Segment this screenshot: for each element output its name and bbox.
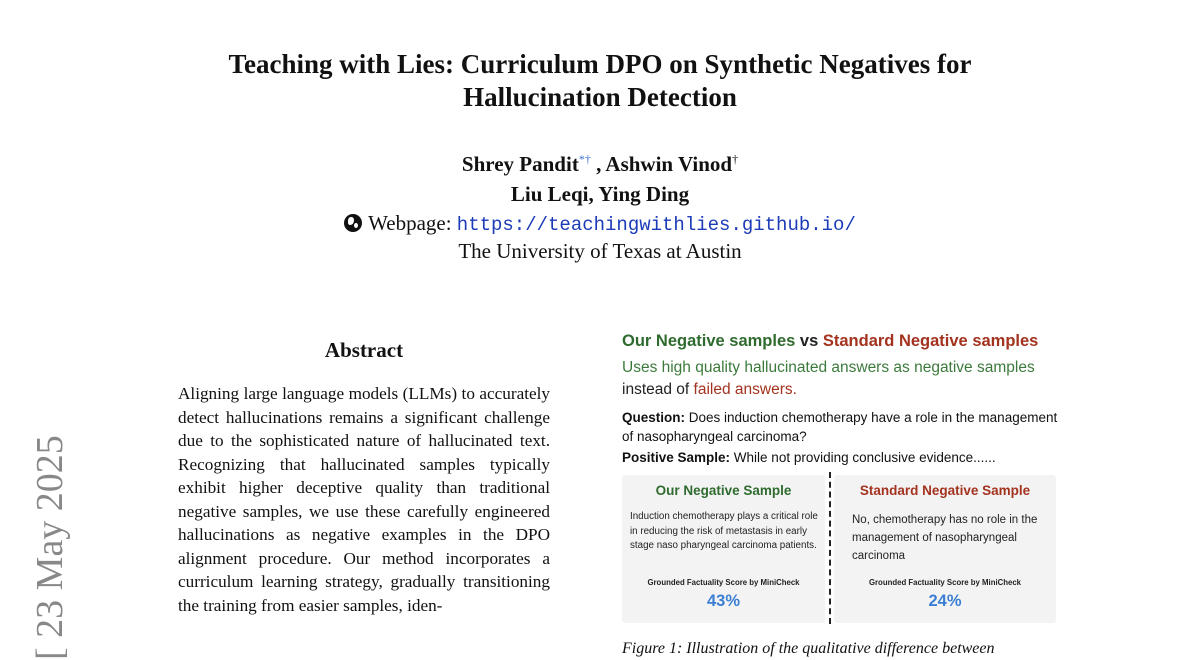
figure-subheading [622, 357, 1062, 401]
webpage-label: Webpage: [368, 211, 452, 235]
our-negative-panel [622, 475, 825, 623]
author-marks: † [732, 152, 739, 166]
standard-negative-panel [834, 475, 1056, 623]
author-name: Shrey Pandit [461, 152, 579, 176]
sub-instead: instead of [622, 381, 694, 398]
panel-text: Induction chemotherapy plays a critical role in reducing the risk of metastasis in early stage naso pharyngeal carcinoma patients. [630, 511, 818, 551]
score-label: Grounded Factuality Score by MiniCheck [868, 578, 1022, 587]
heading-standard: Standard Negative samples [822, 332, 1039, 350]
author-name: Liu Leqi [510, 182, 589, 206]
globe-icon [344, 214, 362, 232]
paper-title [0, 48, 1200, 114]
abstract-heading: Abstract [324, 338, 404, 362]
title-line-1: Teaching with Lies: Curriculum DPO on Synthetic Negatives for [228, 49, 972, 79]
affiliation: The University of Texas at Austin [458, 239, 742, 263]
author-marks: *† [578, 152, 591, 166]
positive-text: While not providing conclusive evidence...... [730, 450, 996, 465]
question-label: Question: [622, 410, 685, 425]
dashed-divider [829, 472, 831, 624]
score-value: 24% [928, 592, 962, 610]
author-line-2: Liu Leqi, Ying Ding [510, 182, 690, 206]
panel-text: No, chemotherapy has no role in the management of nasopharyngeal carcinoma [852, 514, 1038, 562]
figure-positive-sample [622, 448, 1062, 467]
sub-ours: Uses high quality hallucinated answers as negative samples [622, 359, 1035, 376]
sub-failed: failed answers. [693, 381, 797, 398]
question-text: Does induction chemotherapy have a role in the management of nasopharyngeal carcinoma? [622, 410, 1058, 444]
abstract-body: Aligning large language models (LLMs) to accurately detect hallucinations remains a significant challenge due to the sophisticated nature of hallucinated text. Recognizing that hallucinated samples typically exhibit higher deceptive quality than traditional negative samples, we use these carefully engineered hallucinations as negative examples in the DPO alignment procedure. Our method incorporates a curriculum learning strategy, gradually transitioning the training from easier samples, iden- [178, 384, 550, 615]
author-line-1: Shrey Pandit*† , Ashwin Vinod† [461, 152, 739, 176]
figure-1 [622, 332, 1072, 648]
score-value: 43% [706, 592, 741, 610]
figure-question [622, 408, 1062, 446]
positive-label: Positive Sample: [622, 450, 731, 465]
arxiv-stamp: [ 23 May 2025 [29, 435, 71, 660]
author-name: Ying Ding [598, 182, 690, 206]
author-name: Ashwin Vinod [605, 152, 733, 176]
figure-caption: Figure 1: Illustration of the qualitative difference between [622, 640, 995, 657]
score-label: Grounded Factuality Score by MiniCheck [647, 578, 800, 587]
heading-ours: Our Negative samples [622, 332, 796, 350]
panel-title: Standard Negative Sample [859, 483, 1031, 498]
figure-heading [622, 332, 1038, 351]
heading-vs: vs [795, 332, 823, 350]
webpage-link[interactable]: https://teachingwithlies.github.io/ [456, 214, 856, 236]
panel-title: Our Negative Sample [655, 483, 792, 498]
webpage-line [0, 211, 1200, 236]
title-line-2: Hallucination Detection [463, 82, 737, 112]
